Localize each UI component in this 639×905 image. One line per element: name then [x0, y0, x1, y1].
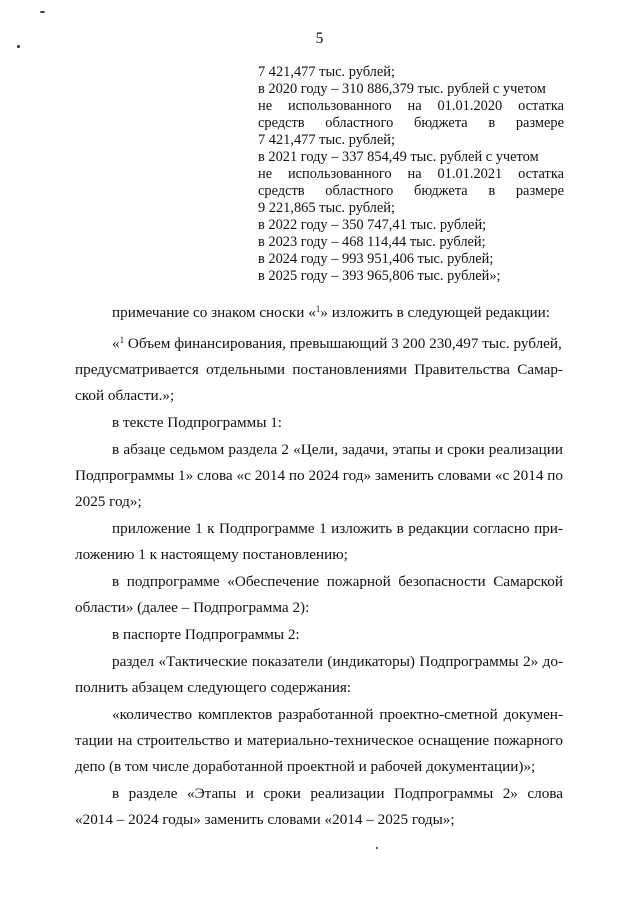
- scan-speck: [376, 847, 378, 849]
- financing-line: средств областного бюджета в размере: [258, 183, 564, 199]
- page-number: 5: [315, 30, 324, 47]
- financing-line: 7 421,477 тыс. рублей;: [258, 132, 395, 148]
- text-line: в тексте Подпрограммы 1:: [112, 414, 283, 431]
- financing-line: в 2025 году – 393 965,806 тыс. рублей»;: [258, 268, 501, 284]
- paragraph: [75, 410, 563, 436]
- paragraph: [75, 781, 563, 833]
- paragraph: [75, 622, 563, 648]
- paragraph: [75, 569, 563, 621]
- paragraph: [75, 437, 563, 515]
- financing-line: не использованного на 01.01.2020 остатка: [258, 98, 564, 114]
- text-line: области» (далее – Подпрограмма 2):: [75, 599, 310, 616]
- paragraph-footnote-note: [75, 296, 563, 326]
- text-line: тации на строительство и материально-техническое оснащение пожарного: [75, 732, 563, 749]
- financing-line: в 2022 году – 350 747,41 тыс. рублей;: [258, 217, 487, 233]
- financing-line: в 2024 году – 993 951,406 тыс. рублей;: [258, 251, 494, 267]
- text-line: «2014 – 2024 годы» заменить словами «2014 – 2025 годы»;: [75, 811, 455, 828]
- text-line: Подпрограммы 1» слова «с 2014 по 2024 год» заменить словами «с 2014 по: [75, 467, 563, 484]
- footnote-mark: 1: [119, 335, 125, 345]
- financing-line: в 2023 году – 468 114,44 тыс. рублей;: [258, 234, 486, 250]
- text-line: «количество комплектов разработанной проектно-сметной докумен-: [112, 706, 563, 723]
- text-line: в разделе «Этапы и сроки реализации Подпрограммы 2» слова: [112, 785, 563, 802]
- paragraph: [75, 702, 563, 780]
- financing-line: 7 421,477 тыс. рублей;: [258, 64, 395, 80]
- paragraph-footnote-text: [75, 327, 563, 409]
- text-line: «$^1$ Объем финансирования, превышающий 3 200 230,497 тыс. рублей,: [112, 335, 562, 352]
- text-line: ложению 1 к настоящему постановлению;: [75, 546, 348, 563]
- financing-line: средств областного бюджета в размере: [258, 115, 564, 131]
- text-line: раздел «Тактические показатели (индикаторы) Подпрограммы 2» до-: [112, 653, 563, 670]
- paragraph: [75, 516, 563, 568]
- financing-block: [258, 64, 564, 285]
- paragraph: [75, 649, 563, 701]
- scan-speck: [40, 11, 45, 13]
- financing-line: не использованного на 01.01.2021 остатка: [258, 166, 564, 182]
- text-line: ской области.»;: [75, 387, 175, 404]
- text-line: в паспорте Подпрограммы 2:: [112, 626, 300, 643]
- text-line: примечание со знаком сноски «$^1$» изложить в следующей редакции:: [112, 304, 551, 321]
- document-body: [75, 296, 563, 834]
- footnote-mark: 1: [315, 304, 321, 314]
- text-line: в подпрограмме «Обеспечение пожарной безопасности Самарской: [112, 573, 563, 590]
- text-line: 2025 год»;: [75, 493, 142, 510]
- financing-line: в 2021 году – 337 854,49 тыс. рублей с учетом: [258, 149, 539, 165]
- text-line: в абзаце седьмом раздела 2 «Цели, задачи, этапы и сроки реализации: [112, 441, 563, 458]
- text-line: полнить абзацем следующего содержания:: [75, 679, 352, 696]
- financing-line: 9 221,865 тыс. рублей;: [258, 200, 395, 216]
- text-line: депо (в том числе доработанной проектной и рабочей документации)»;: [75, 758, 536, 775]
- text-line: приложение 1 к Подпрограмме 1 изложить в редакции согласно при-: [112, 520, 563, 537]
- text-line: предусматривается отдельными постановлениями Правительства Самар-: [75, 361, 563, 378]
- financing-line: в 2020 году – 310 886,379 тыс. рублей с учетом: [258, 81, 546, 97]
